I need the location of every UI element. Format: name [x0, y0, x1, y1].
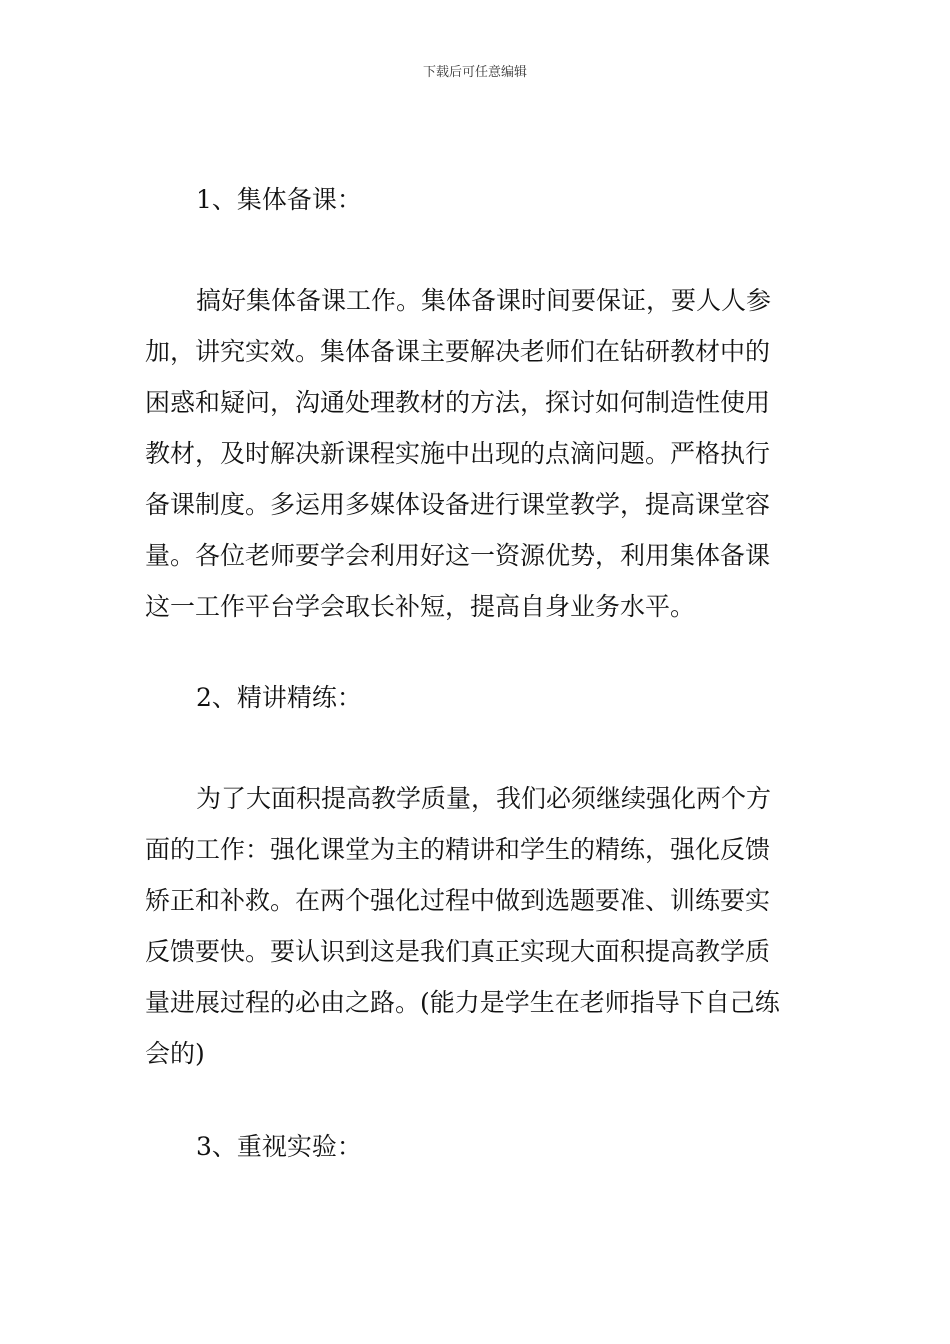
- section-paragraph-1: [145, 275, 807, 632]
- paragraph-line: 加，讲究实效。集体备课主要解决老师们在钻研教材中的: [145, 337, 771, 366]
- section-heading-1: 1、集体备课：: [196, 185, 362, 214]
- section-paragraph-2: [145, 773, 807, 1079]
- paragraph-line: 搞好集体备课工作。集体备课时间要保证，要人人参: [196, 286, 772, 315]
- page-header-note: 下载后可任意编辑: [422, 65, 527, 80]
- paragraph-line: 矫正和补救。在两个强化过程中做到选题要准、训练要实: [145, 886, 771, 915]
- paragraph-line: 为了大面积提高教学质量，我们必须继续强化两个方: [196, 784, 772, 813]
- section-heading-2: 2、精讲精练：: [196, 683, 362, 712]
- paragraph-line: 量。各位老师要学会利用好这一资源优势，利用集体备课: [145, 541, 771, 570]
- paragraph-line: 面的工作：强化课堂为主的精讲和学生的精练，强化反馈: [145, 835, 771, 864]
- paragraph-line: 这一工作平台学会取长补短，提高自身业务水平。: [145, 592, 696, 621]
- paragraph-line: 备课制度。多运用多媒体设备进行课堂教学，提高课堂容: [145, 490, 771, 519]
- paragraph-line: 会的): [145, 1039, 205, 1068]
- paragraph-line: 反馈要快。要认识到这是我们真正实现大面积提高教学质: [145, 937, 771, 966]
- paragraph-line: 困惑和疑问，沟通处理教材的方法，探讨如何制造性使用: [145, 388, 771, 417]
- section-heading-3: 3、重视实验：: [196, 1132, 362, 1161]
- paragraph-line: 量进展过程的必由之路。(能力是学生在老师指导下自己练: [145, 988, 780, 1017]
- paragraph-line: 教材，及时解决新课程实施中出现的点滴问题。严格执行: [145, 439, 771, 468]
